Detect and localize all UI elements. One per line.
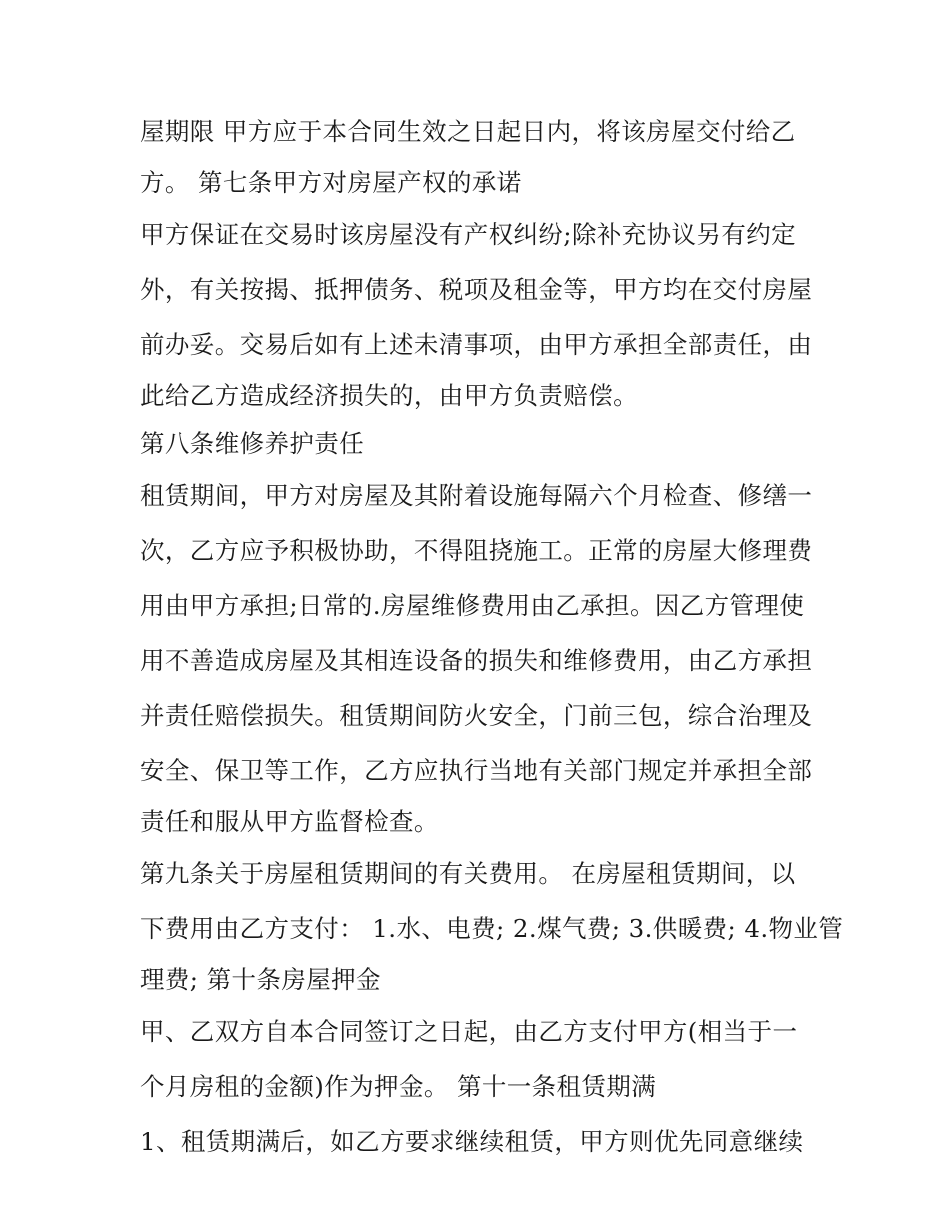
text-line: 下费用由乙方支付： 1.水、电费; 2.煤气费; 3.供暖费; 4.物业管 xyxy=(140,914,844,943)
text-line: 用由甲方承担;日常的.房屋维修费用由乙承担。因乙方管理使 xyxy=(140,591,805,620)
text-line: 次，乙方应予积极协助，不得阻挠施工。正常的房屋大修理费 xyxy=(140,536,813,565)
text-line: 安全、保卫等工作，乙方应执行当地有关部门规定并承担全部 xyxy=(140,756,813,785)
text-line: 第九条关于房屋租赁期间的有关费用。 在房屋租赁期间，以 xyxy=(140,859,796,888)
text-line: 用不善造成房屋及其相连设备的损失和维修费用，由乙方承担 xyxy=(140,646,813,675)
text-line: 理费; 第十条房屋押金 xyxy=(140,965,381,994)
text-line: 个月房租的金额)作为押金。 第十一条租赁期满 xyxy=(140,1072,657,1101)
text-line: 甲、乙双方自本合同签订之日起，由乙方支付甲方(相当于一 xyxy=(140,1017,798,1046)
document-body xyxy=(140,104,844,1169)
text-line: 此给乙方造成经济损失的，由甲方负责赔偿。 xyxy=(140,381,638,410)
text-line: 屋期限 甲方应于本合同生效之日起日内，将该房屋交付给乙 xyxy=(140,117,796,146)
text-line: 方。 第七条甲方对房屋产权的承诺 xyxy=(140,168,522,197)
text-line: 责任和服从甲方监督检查。 xyxy=(140,807,439,836)
text-line: 前办妥。交易后如有上述未清事项，由甲方承担全部责任，由 xyxy=(140,330,813,359)
text-line: 并责任赔偿损失。租赁期间防火安全，门前三包，综合治理及 xyxy=(140,701,813,730)
text-line: 租赁期间，甲方对房屋及其附着设施每隔六个月检查、修缮一 xyxy=(140,481,813,510)
section-heading: 第八条维修养护责任 xyxy=(140,429,365,458)
text-line: 外，有关按揭、抵押债务、税项及租金等，甲方均在交付房屋 xyxy=(140,275,813,304)
text-line: 1、租赁期满后，如乙方要求继续租赁，甲方则优先同意继续 xyxy=(140,1127,804,1156)
text-line: 甲方保证在交易时该房屋没有产权纠纷;除补充协议另有约定 xyxy=(140,220,797,249)
